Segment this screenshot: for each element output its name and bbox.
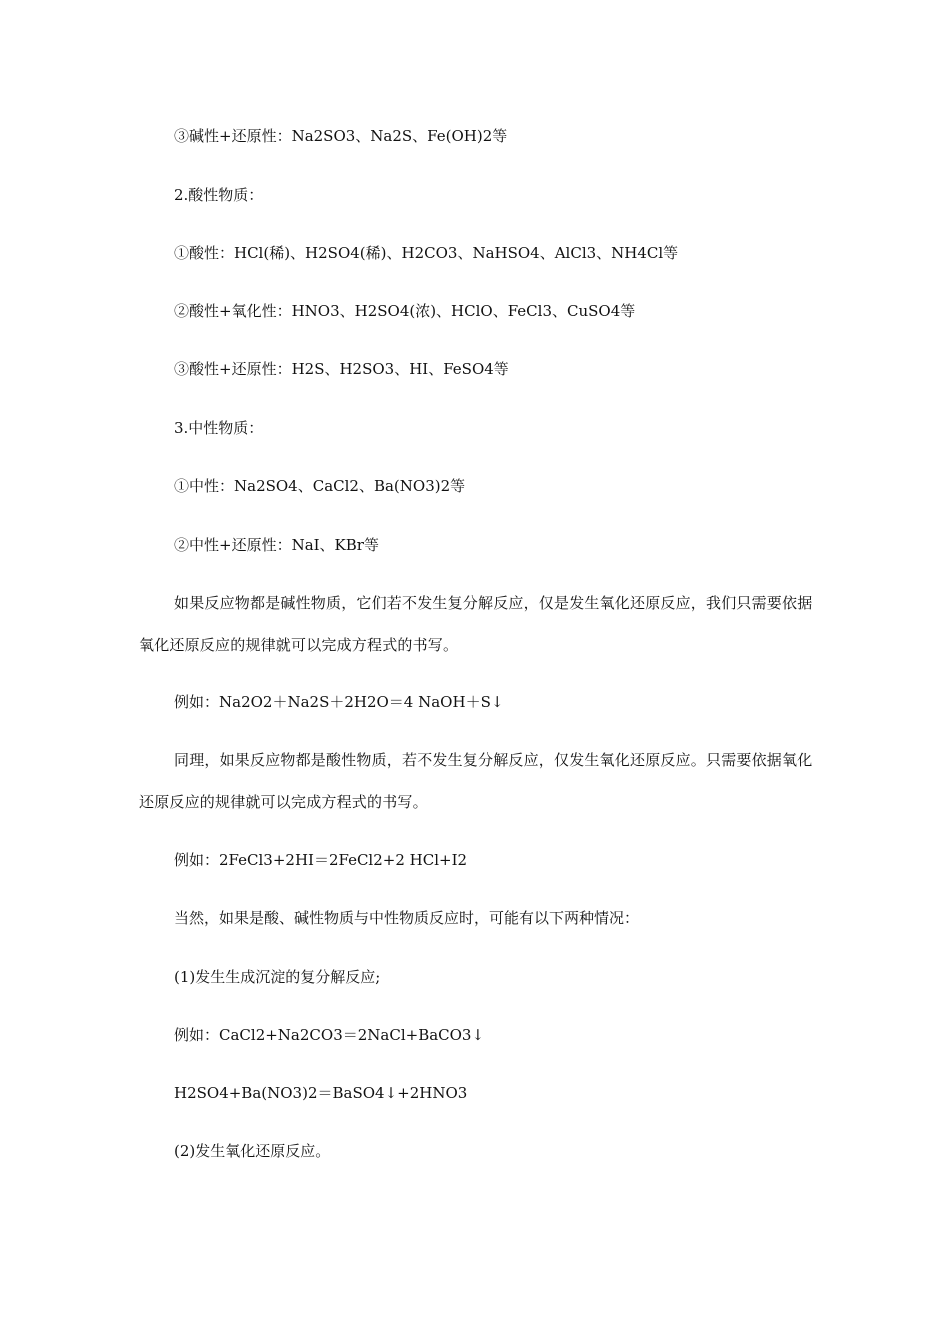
- text-line-acidic: ①酸性：HCl(稀)、H2SO4(稀)、H2CO3、NaHSO4、AlCl3、NH4Cl等: [174, 244, 679, 262]
- example-equation-1: 例如：Na2O2＋Na2S＋2H2O＝4 NaOH＋S↓: [174, 693, 504, 711]
- example-equation-2: 例如：2FeCl3+2HI＝2FeCl2+2 HCl+I2: [174, 851, 468, 869]
- text-line-two-cases: 当然，如果是酸、碱性物质与中性物质反应时，可能有以下两种情况：: [174, 909, 640, 927]
- text-line-acidic-oxidizing: ②酸性+氧化性：HNO3、H2SO4(浓)、HClO、FeCl3、CuSO4等: [174, 302, 636, 320]
- heading-acidic-substances: 2.酸性物质：: [174, 186, 264, 204]
- text-line-neutral: ①中性：Na2SO4、CaCl2、Ba(NO3)2等: [174, 477, 466, 495]
- heading-neutral-substances: 3.中性物质：: [174, 419, 264, 437]
- paragraph-acidic-reactions: 同理，如果反应物都是酸性物质，若不发生复分解反应，仅发生氧化还原反应。只需要依据氧化还原反应的规律就可以完成方程式的书写。: [139, 751, 813, 811]
- paragraph-basic-reactions: 如果反应物都是碱性物质，它们若不发生复分解反应，仅是发生氧化还原反应，我们只需要依据氧化还原反应的规律就可以完成方程式的书写。: [139, 594, 813, 654]
- case-2-label: (2)发生氧化还原反应。: [174, 1142, 331, 1160]
- text-line-basic-reducing: ③碱性+还原性：Na2SO3、Na2S、Fe(OH)2等: [174, 127, 508, 145]
- example-equation-4: H2SO4+Ba(NO3)2＝BaSO4↓+2HNO3: [174, 1084, 468, 1102]
- text-line-neutral-reducing: ②中性+还原性：NaI、KBr等: [174, 536, 379, 554]
- case-1-label: (1)发生生成沉淀的复分解反应;: [174, 968, 381, 986]
- example-equation-3: 例如：CaCl2+Na2CO3＝2NaCl+BaCO3↓: [174, 1026, 485, 1044]
- text-line-acidic-reducing: ③酸性+还原性：H2S、H2SO3、HI、FeSO4等: [174, 360, 509, 378]
